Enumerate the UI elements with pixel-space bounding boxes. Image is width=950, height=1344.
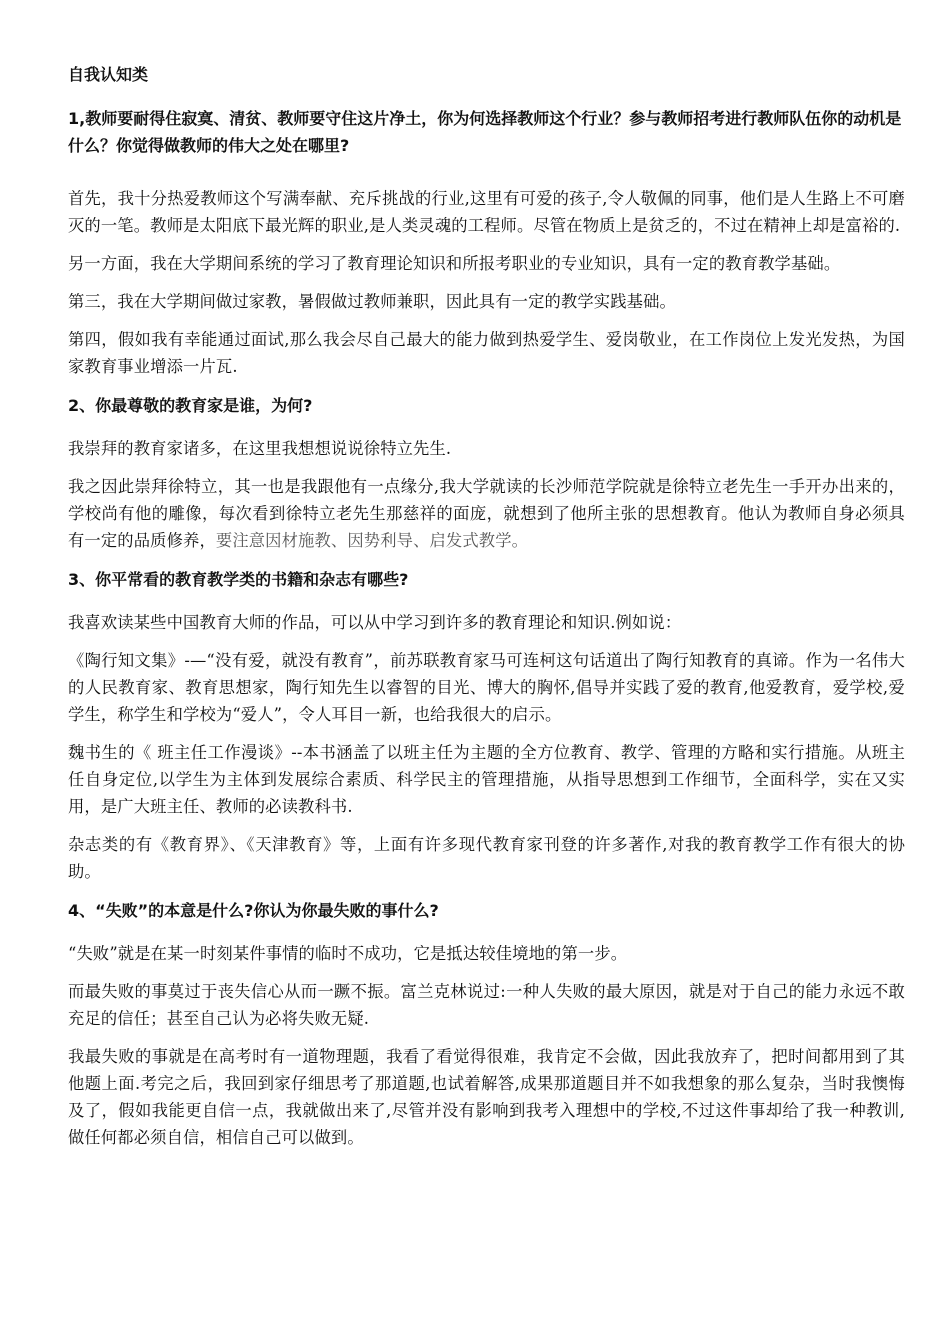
answer-4-paragraph-2: 而最失败的事莫过于丧失信心从而一蹶不振。富兰克林说过:一种人失败的最大原因，就是对于自己的能力永远不敢充足的信任；甚至自己认为必将失败无疑. [68,982,905,1028]
answer-1-paragraph-4: 第四，假如我有幸能通过面试,那么我会尽自己最大的能力做到热爱学生、爱岗敬业，在工作岗位上发光发热，为国家教育事业增添一片瓦. [68,330,905,376]
answer-2-paragraph-1: 我崇拜的教育家诸多，在这里我想想说说徐特立先生. [68,439,452,458]
question-4: 4、“失败”的本意是什么?你认为你最失败的事什么? [68,901,439,920]
answer-1-paragraph-2: 另一方面，我在大学期间系统的学习了教育理论知识和所报考职业的专业知识，具有一定的教育教学基础。 [68,254,841,273]
answer-4-paragraph-3: 我最失败的事就是在高考时有一道物理题，我看了看觉得很难，我肯定不会做，因此我放弃了，把时间都用到了其他题上面.考完之后，我回到家仔细思考了那道题,也试着解答,成果那道题目并不如我想象的那么复杂，当时我懊悔及了，假如我能更自信一点，我就做出来了,尽管并没有影响到我考入理想中的学校,不过这件事却给了我一种教训,做任何都必须自信，相信自己可以做到。 [68,1047,905,1147]
question-3: 3、你平常看的教育教学类的书籍和杂志有哪些? [68,570,409,589]
answer-2-paragraph-2 [68,473,905,554]
answer-4-paragraph-1: “失败”就是在某一时刻某件事情的临时不成功，它是抵达较佳境地的第一步。 [68,944,628,963]
question-1: 1,教师要耐得住寂寞、清贫、教师要守住这片净土，你为何选择教师这个行业？参与教师招考进行教师队伍你的动机是什么？你觉得做教师的伟大之处在哪里? [68,109,902,155]
question-2: 2、你最尊敬的教育家是谁，为何? [68,396,313,415]
answer-3-paragraph-4: 杂志类的有《教育界》、《天津教育》等，上面有许多现代教育家刊登的许多著作,对我的教育教学工作有很大的协助。 [68,835,905,881]
document-title: 自我认知类 [68,65,149,84]
answer-3-paragraph-2: 《陶行知文集》-—“没有爱，就没有教育”，前苏联教育家马可连柯这句话道出了陶行知教育的真谛。作为一名伟大的人民教育家、教育思想家，陶行知先生以睿智的目光、博大的胸怀,倡导并实践了爱的教育,他爱教育，爱学校,爱学生，称学生和学校为“爱人”，令人耳目一新，也给我很大的启示。 [68,651,905,724]
answer-3-paragraph-1: 我喜欢读某些中国教育大师的作品，可以从中学习到许多的教育理论和知识.例如说： [68,613,682,632]
answer-1-paragraph-3: 第三，我在大学期间做过家教，暑假做过教师兼职，因此具有一定的教学实践基础。 [68,292,676,311]
answer-1-paragraph-1: 首先，我十分热爱教师这个写满奉献、充斥挑战的行业,这里有可爱的孩子,令人敬佩的同事，他们是人生路上不可磨灭的一笔。教师是太阳底下最光辉的职业,是人类灵魂的工程师。尽管在物质上是贫乏的，不过在精神上却是富裕的. [68,189,905,235]
answer-2-paragraph-2-main: 我之因此崇拜徐特立，其一也是我跟他有一点缘分,我大学就读的长沙师范学院就是徐特立老先生一手开办出来的，学校尚有他的雕像，每次看到徐特立老先生那慈祥的面庞，就想到了他所主张的思想教育。他认为教师自身必须具有一定的品质修养， [68,477,905,550]
answer-3-paragraph-3: 魏书生的《 班主任工作漫谈》--本书涵盖了以班主任为主题的全方位教育、教学、管理的方略和实行措施。从班主任自身定位,以学生为主体到发展综合素质、科学民主的管理措施，从指导思想到工作细节，全面科学，实在又实用，是广大班主任、教师的必读教科书. [68,743,905,816]
answer-2-paragraph-2-tail: 要注意因材施教、因势利导、启发式教学。 [215,531,529,550]
